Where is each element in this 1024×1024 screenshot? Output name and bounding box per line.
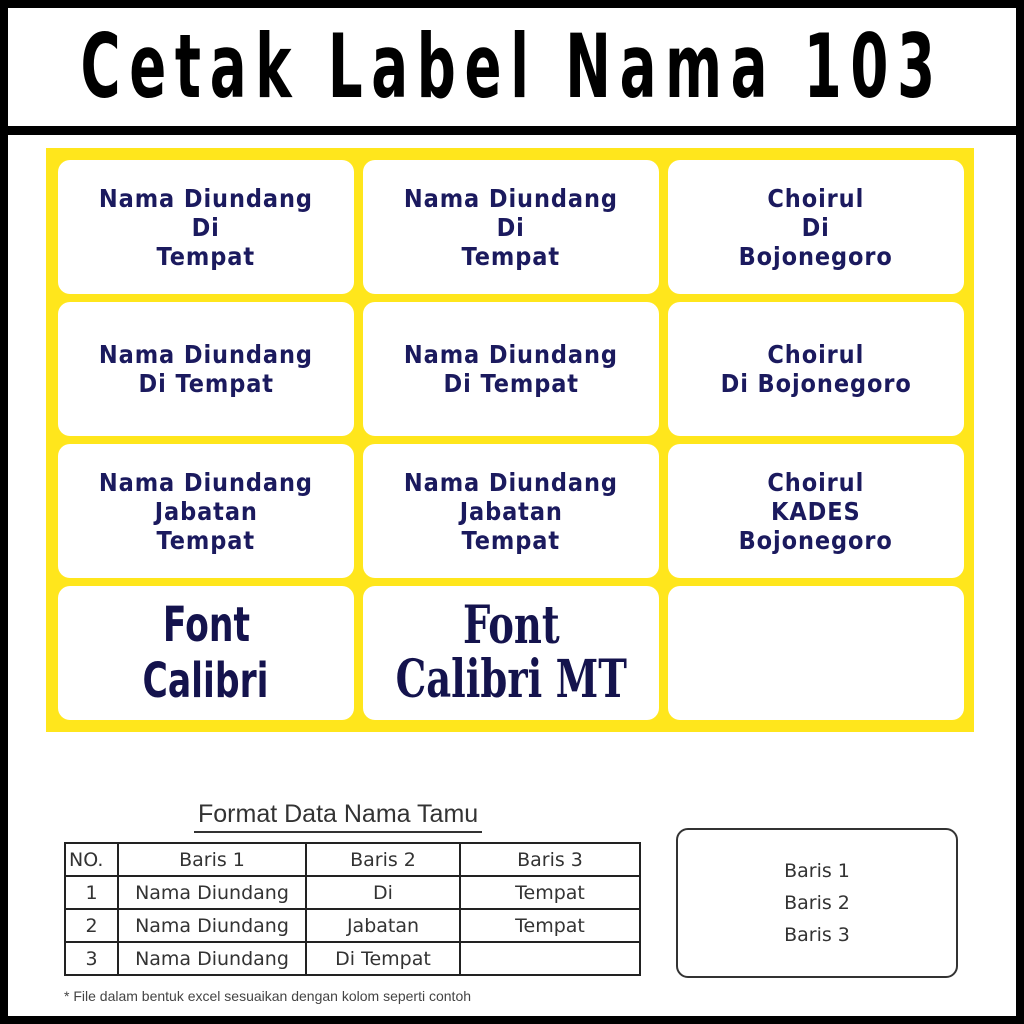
format-table (64, 842, 641, 976)
table-row (65, 942, 640, 975)
label-line: Font (162, 597, 250, 653)
column-header: Baris 1 (118, 843, 306, 876)
label-line: Calibri (142, 653, 269, 709)
label-1 (58, 160, 354, 294)
label-line: Nama Diundang (403, 340, 619, 369)
table-cell: Di (306, 876, 460, 909)
table-cell: Jabatan (306, 909, 460, 942)
page-frame (8, 8, 1016, 1016)
label-preview-box (676, 828, 958, 978)
column-header: Baris 2 (306, 843, 460, 876)
preview-line: Baris 1 (784, 860, 850, 882)
label-line: Calibri MT (395, 649, 627, 710)
preview-line: Baris 2 (784, 892, 850, 914)
format-title: Format Data Nama Tamu (194, 800, 482, 833)
table-cell: 1 (65, 876, 118, 909)
label-12-empty (668, 586, 964, 720)
table-row (65, 876, 640, 909)
table-row (65, 909, 640, 942)
table-cell: Nama Diundang (118, 909, 306, 942)
label-line: Di Tempat (138, 369, 274, 398)
label-5 (363, 302, 659, 436)
table-cell: Tempat (460, 876, 640, 909)
label-line: Jabatan (154, 496, 258, 526)
label-line: Jabatan (459, 496, 563, 526)
title-bar (8, 8, 1016, 135)
column-header: Baris 3 (460, 843, 640, 876)
label-10 (58, 586, 354, 720)
table-cell: Nama Diundang (118, 876, 306, 909)
label-line: Nama Diundang (403, 183, 619, 213)
label-line: Di Tempat (443, 369, 579, 398)
label-line: KADES (771, 496, 861, 526)
table-cell: 3 (65, 942, 118, 975)
table-cell: Nama Diundang (118, 942, 306, 975)
label-9 (668, 444, 964, 578)
label-7 (58, 444, 354, 578)
label-line: Tempat (461, 525, 561, 555)
label-line: Di (191, 212, 221, 242)
label-line: Bojonegoro (738, 241, 894, 271)
label-8 (363, 444, 659, 578)
label-line: Nama Diundang (98, 467, 314, 497)
label-line: Di (496, 212, 526, 242)
table-cell: Tempat (460, 909, 640, 942)
label-4 (58, 302, 354, 436)
label-line: Choirul (767, 183, 865, 213)
label-line: Nama Diundang (403, 467, 619, 497)
label-2 (363, 160, 659, 294)
label-11 (363, 586, 659, 720)
table-cell (460, 942, 640, 975)
label-line: Di Bojonegoro (720, 369, 912, 398)
label-line: Tempat (156, 525, 256, 555)
label-line: Nama Diundang (98, 340, 314, 369)
page-title: Cetak Label Nama 103 (80, 15, 944, 118)
preview-line: Baris 3 (784, 924, 850, 946)
label-line: Choirul (767, 467, 865, 497)
label-line: Choirul (767, 340, 865, 369)
label-line: Tempat (156, 241, 256, 271)
table-cell: Di Tempat (306, 942, 460, 975)
label-3 (668, 160, 964, 294)
label-sheet (46, 148, 974, 732)
label-line: Font (462, 595, 560, 656)
label-line: Tempat (461, 241, 561, 271)
label-line: Di (801, 212, 831, 242)
table-header-row (65, 843, 640, 876)
label-line: Bojonegoro (738, 525, 894, 555)
label-6 (668, 302, 964, 436)
label-line: Nama Diundang (98, 183, 314, 213)
footnote: * File dalam bentuk excel sesuaikan dengan kolom seperti contoh (64, 988, 472, 1004)
table-cell: 2 (65, 909, 118, 942)
column-header: NO. (65, 843, 118, 876)
